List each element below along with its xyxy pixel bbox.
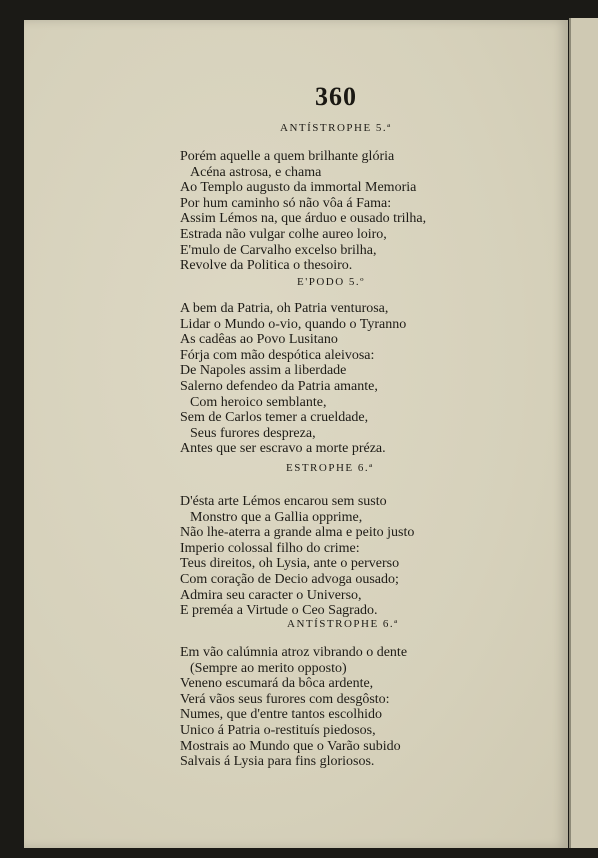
- verse-line: E preméa a Virtude o Ceo Sagrado.: [180, 603, 378, 619]
- verse-line: Sem de Carlos temer a crueldade,: [180, 410, 369, 426]
- stanza-heading: ESTROPHE 6.ª: [286, 462, 374, 474]
- verse-line: (Sempre ao merito opposto): [190, 660, 347, 676]
- stanza-estrophe-6: [180, 462, 414, 619]
- verse-line: Veneno escumará da bôca ardente,: [180, 676, 374, 692]
- stanza-antistrophe-5: [180, 122, 426, 274]
- verse-line: Verá vãos seus furores com desgôsto:: [180, 691, 390, 707]
- verse-line: Com heroico semblante,: [190, 394, 327, 410]
- verse-line: Admira seu caracter o Universo,: [180, 587, 362, 603]
- verse-line: Com coração de Decio advoga ousado;: [180, 571, 399, 587]
- verse-line: Fórja com mão despótica aleivosa:: [180, 347, 375, 363]
- stanza-heading: ANTÍSTROPHE 6.ª: [287, 618, 399, 630]
- verse-line: As cadêas ao Povo Lusitano: [180, 332, 338, 348]
- verse-line: Lidar o Mundo o-vio, quando o Tyranno: [180, 316, 407, 332]
- verse-line: De Napoles assim a liberdade: [180, 363, 347, 379]
- verse-line: Antes que ser escravo a morte préza.: [180, 441, 386, 457]
- verse-line: Seus furores despreza,: [190, 425, 316, 441]
- verse-line: Imperio colossal filho do crime:: [180, 540, 360, 556]
- page-number: 360: [315, 82, 357, 111]
- show-through-text: [476, 18, 598, 848]
- verse-line: Em vão calúmnia atroz vibrando o dente: [180, 645, 408, 660]
- verse-line: A bem da Patria, oh Patria venturosa,: [180, 301, 389, 316]
- verse-line: Assim Lémos na, que árduo e ousado trilha,: [180, 211, 427, 227]
- verse-line: E'mulo de Carvalho excelso brilha,: [180, 242, 377, 258]
- verse-line: Numes, que d'entre tantos escolhido: [180, 707, 382, 723]
- stanza-heading: ANTÍSTROPHE 5.ª: [280, 122, 392, 134]
- stanza-epodo-5: [180, 276, 406, 457]
- verse-line: Salerno defendeo da Patria amante,: [180, 378, 378, 394]
- stanza-antistrophe-6: [180, 618, 407, 770]
- verse-line: Teus direitos, oh Lysia, ante o perverso: [180, 556, 400, 572]
- verse-line: Revolve da Politica o thesoiro.: [180, 258, 353, 274]
- verse-line: D'ésta arte Lémos encarou sem susto: [180, 494, 387, 509]
- facing-page-edge: [569, 18, 598, 848]
- stanza-heading: E'PODO 5.º: [297, 276, 366, 288]
- verse-line: Não lhe-aterra a grande alma e peito justo: [180, 525, 415, 541]
- verse-line: Salvais á Lysia para fins gloriosos.: [180, 754, 375, 770]
- verse-line: Mostrais ao Mundo que o Varão subido: [180, 738, 401, 754]
- verse-line: Porém aquelle a quem brilhante glória: [180, 149, 395, 164]
- verse-line: Monstro que a Gallia opprime,: [190, 509, 363, 525]
- verse-line: Estrada não vulgar colhe aureo loiro,: [180, 226, 387, 242]
- verse-line: Por hum caminho só não vôa á Fama:: [180, 195, 392, 211]
- verse-line: Unico á Patria o-restituís piedosos,: [180, 722, 376, 738]
- verse-line: Ao Templo augusto da immortal Memoria: [180, 180, 417, 196]
- verse-line: Acéna astrosa, e chama: [190, 164, 322, 180]
